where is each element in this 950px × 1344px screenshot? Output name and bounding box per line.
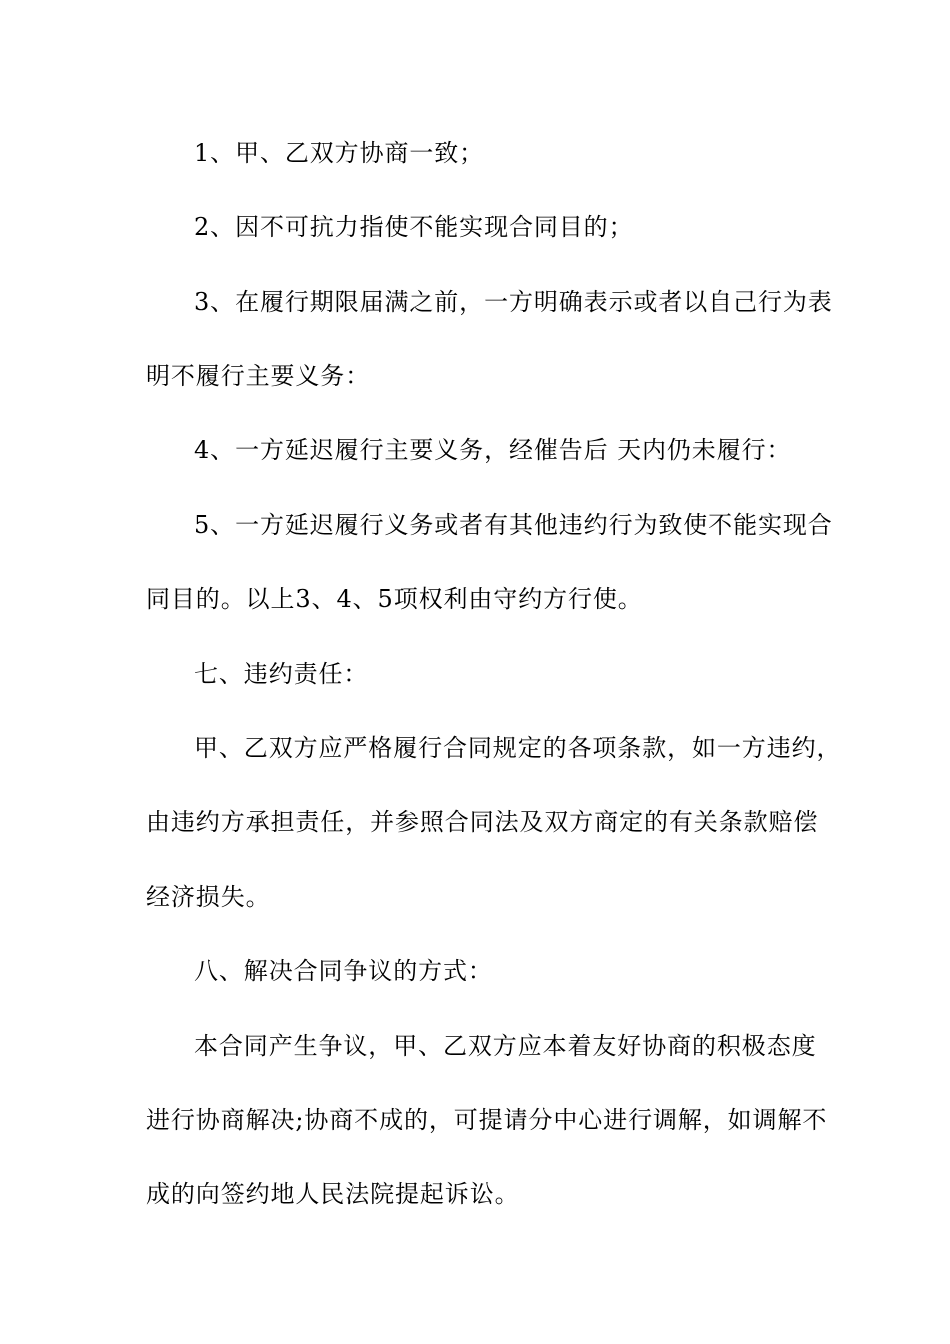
clause-item-3-line-1: 3、在履行期限届满之前，一方明确表示或者以自己行为表 [194, 288, 833, 316]
dispute-paragraph-line-1: 本合同产生争议，甲、乙双方应本着友好协商的积极态度 [194, 1032, 817, 1060]
section-heading-dispute-resolution: 八、解决合同争议的方式： [194, 957, 493, 985]
breach-paragraph-line-2: 由违约方承担责任，并参照合同法及双方商定的有关条款赔偿 [146, 808, 819, 836]
clause-item-2: 2、因不可抗力指使不能实现合同目的； [194, 213, 634, 241]
clause-item-5-line-1: 5、一方延迟履行义务或者有其他违约行为致使不能实现合 [194, 511, 833, 539]
clause-item-3-line-2: 明不履行主要义务： [146, 362, 371, 390]
clause-item-1: 1、甲、乙双方协商一致； [194, 139, 485, 167]
section-heading-breach-liability: 七、违约责任： [194, 660, 369, 688]
dispute-paragraph-line-3: 成的向签约地人民法院提起诉讼。 [146, 1180, 520, 1208]
breach-paragraph-line-1: 甲、乙双方应严格履行合同规定的各项条款，如一方违约， [194, 734, 842, 762]
dispute-paragraph-line-2: 进行协商解决;协商不成的，可提请分中心进行调解，如调解不 [146, 1106, 828, 1134]
breach-paragraph-line-3: 经济损失。 [146, 883, 271, 911]
clause-item-4: 4、一方延迟履行主要义务，经催告后 天内仍未履行： [194, 436, 792, 464]
clause-item-5-line-2: 同目的。以上3、4、5项权利由守约方行使。 [146, 585, 643, 613]
